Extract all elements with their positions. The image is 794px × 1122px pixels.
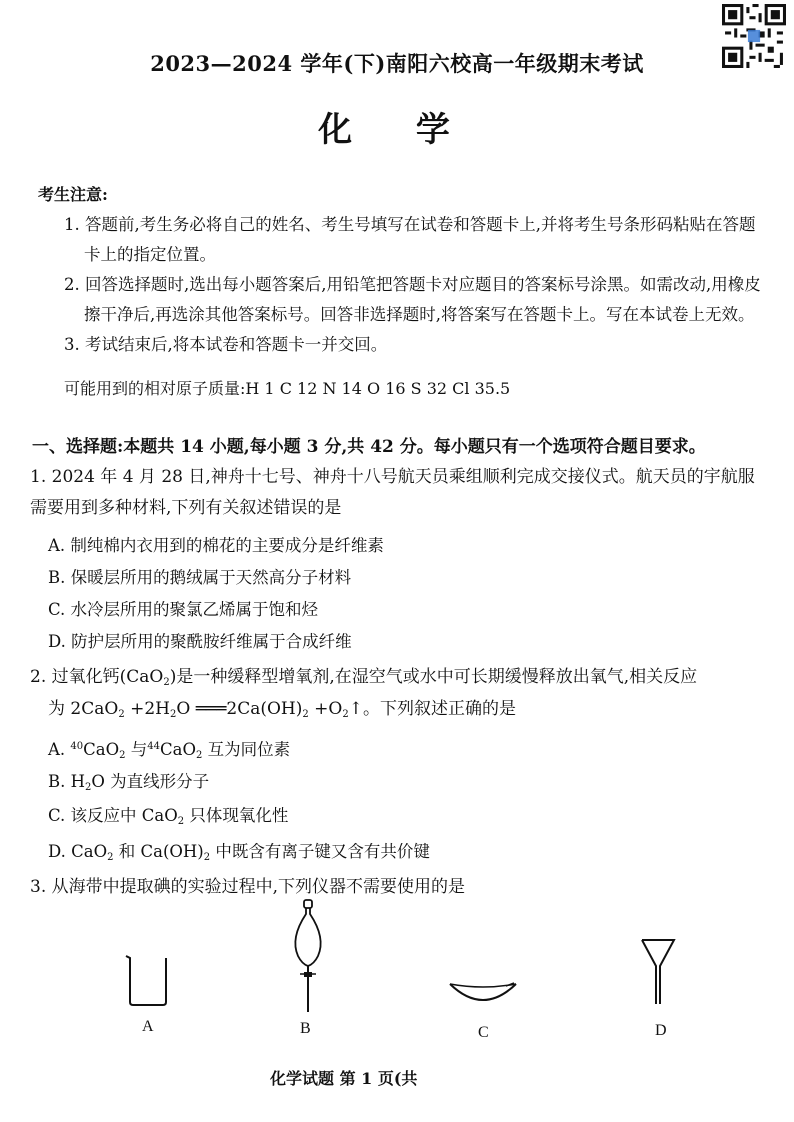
q2-option-a: A. $^{40}$CaO$_2$ 与$^{44}$CaO$_2$ 互为同位素 <box>48 740 291 761</box>
notice-item: 2. 回答选择题时,选出每小题答案后,用铅笔把答题卡对应题目的答案标号涂黑。如需改动,用橡皮擦干净后,再选涂其他答案标号。回答非选择题时,将答案写在答题卡上。写在本试卷上无效。 <box>64 275 761 324</box>
beaker-icon <box>118 948 178 1008</box>
notice-heading: 考生注意: <box>38 185 108 204</box>
section-heading: 一、选择题:本题共 14 小题,每小题 3 分,共 42 分。每小题只有一个选项符合题目要求。 <box>32 437 706 457</box>
page-footer: 化学试题 第 1 页(共 <box>270 1069 418 1088</box>
q2-option-b: B. $H_2O$ 为直线形分子 <box>48 772 210 793</box>
question-1-stem: 1. 2024 年 4 月 28 日,神舟十七号、神舟十八号航天员乘组顺利完成交接仪式。航天员的宇航服需要用到多种材料,下列有关叙述错误的是 <box>30 467 755 518</box>
atomic-masses: 可能用到的相对原子质量:H 1 C 12 N 14 O 16 S 32 Cl 35.5 <box>64 379 511 398</box>
q1-option-b: B. 保暖层所用的鹅绒属于天然高分子材料 <box>48 568 352 587</box>
notice-list <box>64 210 764 360</box>
q1-option-a: A. 制纯棉内衣用到的棉花的主要成分是纤维素 <box>48 536 384 555</box>
notice-item: 1. 答题前,考生务必将自己的姓名、考生号填写在试卷和答题卡上,并将考生号条形码粘贴在答题卡上的指定位置。 <box>64 215 756 264</box>
exam-title: 2023—2024 学年(下)南阳六校高一年级期末考试 <box>150 51 644 76</box>
funnel-icon <box>638 934 678 1006</box>
evaporating-dish-icon <box>446 978 520 1010</box>
separatory-funnel-icon <box>286 898 330 1018</box>
q2-option-c: C. 该反应中 CaO$_2$ 只体现氧化性 <box>48 806 289 827</box>
q1-option-c: C. 水冷层所用的聚氯乙烯属于饱和烃 <box>48 600 319 619</box>
q2-option-d: D. CaO$_2$ 和 $Ca(OH)_2$ 中既含有离子键又含有共价键 <box>48 842 430 863</box>
q1-option-d: D. 防护层所用的聚酰胺纤维属于合成纤维 <box>48 632 352 651</box>
question-2-stem: 2. 过氧化钙(CaO$_2$)是一种缓释型增氧剂,在湿空气或水中可长期缓慢释放出氧气,相关反应 <box>30 667 698 688</box>
notice-item: 3. 考试结束后,将本试卷和答题卡一并交回。 <box>64 335 388 354</box>
apparatus-label-d: D <box>655 1022 667 1039</box>
apparatus-label-b: B <box>300 1020 311 1037</box>
subject-title: 化 学 <box>318 110 476 150</box>
apparatus-label-a: A <box>142 1018 154 1035</box>
apparatus-label-c: C <box>478 1024 489 1041</box>
question-3-stem: 3. 从海带中提取碘的实验过程中,下列仪器不需要使用的是 <box>30 877 466 897</box>
question-2-equation: 为 $2CaO_2 +2H_2O$ $═══2Ca(OH)_2$ $+O_2↑$。下列叙述正确的是 <box>48 699 516 720</box>
